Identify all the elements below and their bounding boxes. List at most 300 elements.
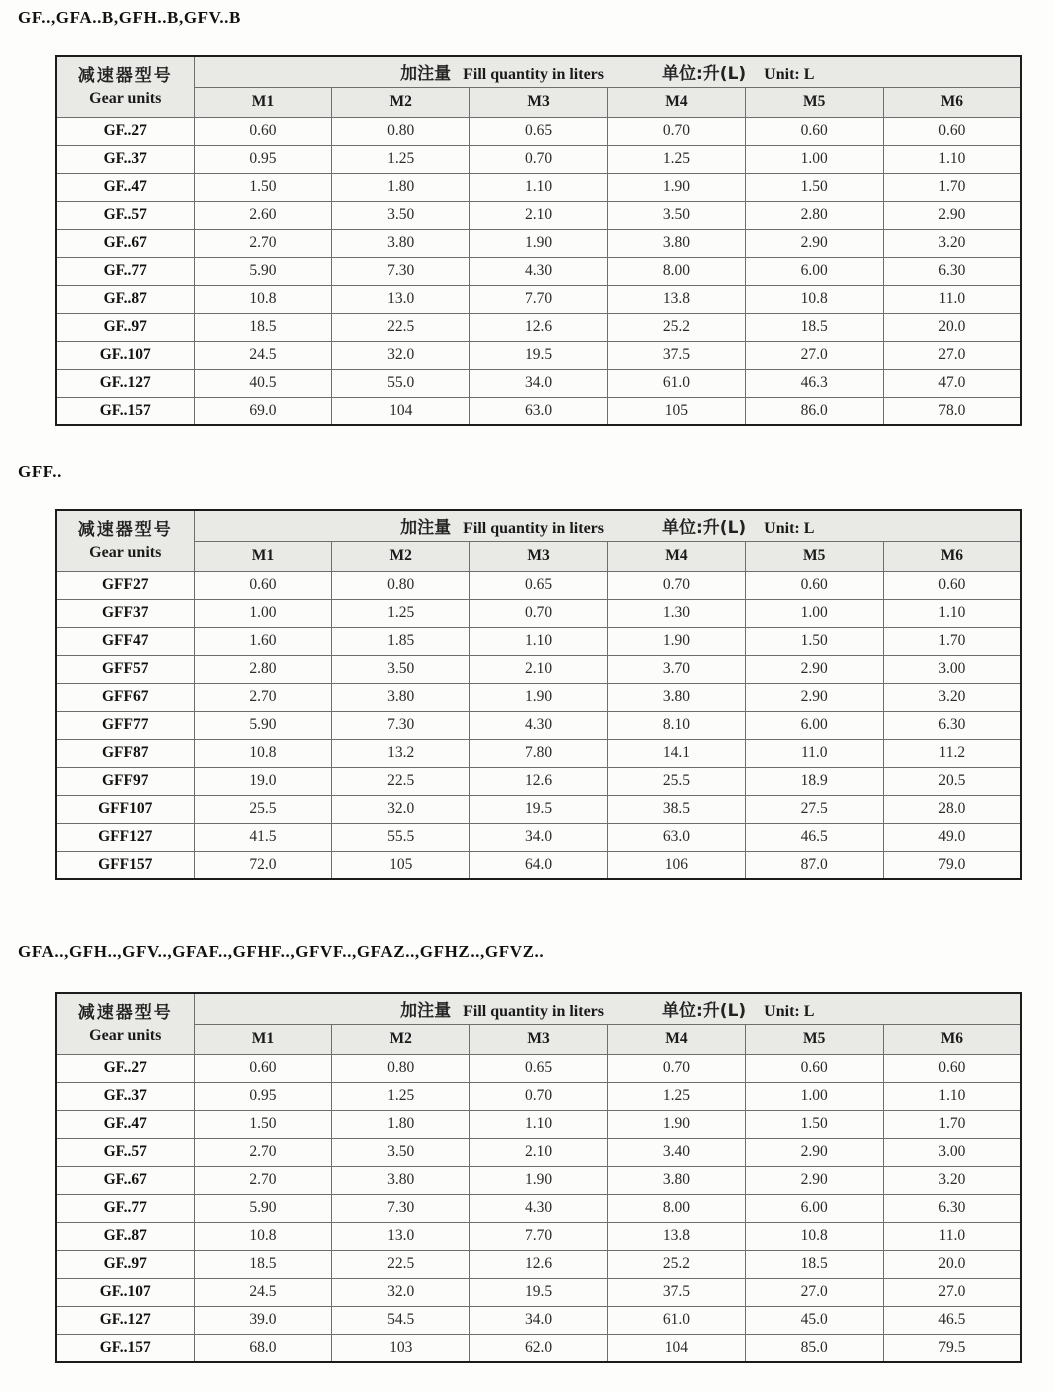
column-header-m6: M6 [883, 1024, 1021, 1054]
table-row [56, 201, 1021, 229]
table-row [56, 1334, 1021, 1362]
fill-value-cell: 13.0 [332, 285, 470, 313]
fill-value-cell: 34.0 [470, 369, 608, 397]
fill-value-cell: 103 [332, 1334, 470, 1362]
fill-value-cell: 13.0 [332, 1222, 470, 1250]
fill-value-cell: 46.3 [745, 369, 883, 397]
fill-value-cell: 79.5 [883, 1334, 1021, 1362]
fill-value-cell: 13.8 [607, 1222, 745, 1250]
sections-container [0, 8, 1054, 1363]
column-header-m4: M4 [607, 541, 745, 571]
column-header-m3: M3 [470, 87, 608, 117]
table-row [56, 397, 1021, 425]
fill-value-cell: 28.0 [883, 795, 1021, 823]
fill-value-cell: 1.10 [470, 173, 608, 201]
fill-value-cell: 27.5 [745, 795, 883, 823]
fill-value-cell: 12.6 [470, 313, 608, 341]
fill-value-cell: 14.1 [607, 739, 745, 767]
fill-value-cell: 11.0 [745, 739, 883, 767]
column-header-m2: M2 [332, 541, 470, 571]
fill-value-cell: 10.8 [194, 1222, 332, 1250]
fill-value-cell: 3.50 [607, 201, 745, 229]
fill-value-cell: 27.0 [883, 341, 1021, 369]
gear-model-cell: GF..107 [56, 341, 194, 369]
fill-value-cell: 39.0 [194, 1306, 332, 1334]
gear-units-header-cell [56, 510, 194, 571]
fill-value-cell: 0.95 [194, 145, 332, 173]
fill-value-cell: 62.0 [470, 1334, 608, 1362]
header-row-top [56, 56, 1021, 87]
fill-value-cell: 3.20 [883, 1166, 1021, 1194]
fill-value-cell: 1.90 [470, 229, 608, 257]
fill-value-cell: 49.0 [883, 823, 1021, 851]
fill-value-cell: 1.10 [470, 1110, 608, 1138]
column-header-m1: M1 [194, 87, 332, 117]
table-row [56, 313, 1021, 341]
fill-value-cell: 2.10 [470, 201, 608, 229]
gear-units-label-cn: 减速器型号 [77, 520, 173, 541]
fill-value-cell: 78.0 [883, 397, 1021, 425]
fill-value-cell: 2.10 [470, 1138, 608, 1166]
fill-value-cell: 1.00 [745, 599, 883, 627]
fill-value-cell: 1.70 [883, 627, 1021, 655]
fill-value-cell: 7.30 [332, 1194, 470, 1222]
column-header-m2: M2 [332, 1024, 470, 1054]
fill-value-cell: 7.30 [332, 711, 470, 739]
table-row [56, 1110, 1021, 1138]
fill-value-cell: 0.60 [194, 571, 332, 599]
fill-value-cell: 0.70 [607, 117, 745, 145]
fill-value-cell: 7.80 [470, 739, 608, 767]
fill-value-cell: 1.70 [883, 173, 1021, 201]
fill-value-cell: 12.6 [470, 1250, 608, 1278]
fill-value-cell: 1.25 [332, 1082, 470, 1110]
fill-quantity-label-cn: 加注量 [400, 518, 452, 539]
fill-value-cell: 2.70 [194, 229, 332, 257]
table-body [56, 117, 1021, 425]
table-head [56, 510, 1021, 571]
fill-value-cell: 55.0 [332, 369, 470, 397]
fill-value-cell: 0.80 [332, 117, 470, 145]
fill-value-cell: 18.5 [745, 313, 883, 341]
fill-value-cell: 1.90 [470, 683, 608, 711]
fill-quantity-label-cn: 加注量 [400, 64, 452, 85]
fill-value-cell: 10.8 [194, 739, 332, 767]
table-row [56, 1278, 1021, 1306]
fill-value-cell: 1.50 [194, 1110, 332, 1138]
header-row-top [56, 510, 1021, 541]
fill-value-cell: 2.10 [470, 655, 608, 683]
fill-value-cell: 18.9 [745, 767, 883, 795]
fill-value-cell: 87.0 [745, 851, 883, 879]
fill-value-cell: 1.50 [194, 173, 332, 201]
fill-value-cell: 25.5 [607, 767, 745, 795]
fill-value-cell: 1.80 [332, 1110, 470, 1138]
table-row [56, 739, 1021, 767]
table-head [56, 993, 1021, 1054]
fill-value-cell: 61.0 [607, 1306, 745, 1334]
fill-value-cell: 3.00 [883, 1138, 1021, 1166]
fill-value-cell: 0.60 [745, 117, 883, 145]
fill-value-cell: 1.00 [745, 145, 883, 173]
fill-quantity-label-cn: 加注量 [400, 1001, 452, 1022]
fill-value-cell: 0.65 [470, 571, 608, 599]
fill-value-cell: 27.0 [745, 341, 883, 369]
fill-value-cell: 1.00 [745, 1082, 883, 1110]
fill-value-cell: 6.30 [883, 1194, 1021, 1222]
fill-value-cell: 0.60 [883, 117, 1021, 145]
fill-value-cell: 24.5 [194, 1278, 332, 1306]
fill-value-cell: 1.50 [745, 1110, 883, 1138]
fill-value-cell: 46.5 [745, 823, 883, 851]
fill-value-cell: 3.50 [332, 655, 470, 683]
fill-value-cell: 22.5 [332, 767, 470, 795]
table-section [0, 8, 1054, 426]
column-header-m6: M6 [883, 87, 1021, 117]
column-header-m4: M4 [607, 87, 745, 117]
gear-model-cell: GF..37 [56, 1082, 194, 1110]
fill-value-cell: 45.0 [745, 1306, 883, 1334]
gear-model-cell: GFF157 [56, 851, 194, 879]
gear-model-cell: GFF37 [56, 599, 194, 627]
fill-value-cell: 61.0 [607, 369, 745, 397]
gear-units-label-cn: 减速器型号 [77, 1003, 173, 1024]
gear-model-cell: GF..127 [56, 1306, 194, 1334]
fill-value-cell: 68.0 [194, 1334, 332, 1362]
fill-value-cell: 105 [607, 397, 745, 425]
gear-model-cell: GF..27 [56, 117, 194, 145]
fill-value-cell: 2.70 [194, 1138, 332, 1166]
table-section [0, 942, 1054, 1363]
fill-value-cell: 1.90 [607, 627, 745, 655]
column-header-m5: M5 [745, 87, 883, 117]
unit-label-en: Unit: L [764, 1003, 815, 1021]
fill-value-cell: 1.10 [883, 599, 1021, 627]
fill-value-cell: 25.2 [607, 313, 745, 341]
gear-model-cell: GF..37 [56, 145, 194, 173]
fill-value-cell: 24.5 [194, 341, 332, 369]
fill-value-cell: 40.5 [194, 369, 332, 397]
gear-model-cell: GFF67 [56, 683, 194, 711]
gear-units-label-en: Gear units [89, 89, 162, 107]
fill-value-cell: 2.90 [745, 1166, 883, 1194]
fill-value-cell: 22.5 [332, 313, 470, 341]
column-header-m4: M4 [607, 1024, 745, 1054]
gear-model-cell: GFF77 [56, 711, 194, 739]
fill-value-cell: 27.0 [745, 1278, 883, 1306]
unit-label-en: Unit: L [764, 66, 815, 84]
gear-model-cell: GF..77 [56, 257, 194, 285]
fill-value-cell: 6.30 [883, 257, 1021, 285]
header-row-mounting-positions [56, 541, 1021, 571]
column-header-m3: M3 [470, 1024, 608, 1054]
column-header-m5: M5 [745, 541, 883, 571]
fill-value-cell: 20.0 [883, 313, 1021, 341]
fill-value-cell: 0.70 [470, 599, 608, 627]
fill-value-cell: 2.70 [194, 683, 332, 711]
fill-value-cell: 3.80 [607, 1166, 745, 1194]
fill-value-cell: 4.30 [470, 257, 608, 285]
gear-model-cell: GFF47 [56, 627, 194, 655]
column-header-m3: M3 [470, 541, 608, 571]
fill-value-cell: 10.8 [194, 285, 332, 313]
fill-value-cell: 20.0 [883, 1250, 1021, 1278]
gear-model-cell: GF..57 [56, 201, 194, 229]
table-row [56, 823, 1021, 851]
column-header-m6: M6 [883, 541, 1021, 571]
unit-label-cn: 单位:升(L) [662, 1001, 747, 1022]
gear-model-cell: GF..47 [56, 1110, 194, 1138]
fill-value-cell: 1.00 [194, 599, 332, 627]
table-row [56, 571, 1021, 599]
fill-value-cell: 1.80 [332, 173, 470, 201]
table-row [56, 1138, 1021, 1166]
gear-model-cell: GF..67 [56, 1166, 194, 1194]
fill-value-cell: 34.0 [470, 823, 608, 851]
fill-quantity-label-en: Fill quantity in liters [463, 520, 604, 538]
table-row [56, 369, 1021, 397]
fill-value-cell: 19.5 [470, 341, 608, 369]
fill-value-cell: 18.5 [194, 1250, 332, 1278]
fill-value-cell: 63.0 [470, 397, 608, 425]
fill-value-cell: 64.0 [470, 851, 608, 879]
fill-value-cell: 2.90 [745, 229, 883, 257]
gear-model-cell: GFF57 [56, 655, 194, 683]
fill-value-cell: 2.80 [194, 655, 332, 683]
fill-value-cell: 6.30 [883, 711, 1021, 739]
fill-value-cell: 105 [332, 851, 470, 879]
fill-value-cell: 32.0 [332, 1278, 470, 1306]
fill-value-cell: 18.5 [194, 313, 332, 341]
fill-value-cell: 27.0 [883, 1278, 1021, 1306]
gear-model-cell: GFF97 [56, 767, 194, 795]
fill-value-cell: 1.25 [607, 145, 745, 173]
fill-value-cell: 8.00 [607, 257, 745, 285]
gear-model-cell: GFF87 [56, 739, 194, 767]
header-row-mounting-positions [56, 1024, 1021, 1054]
fill-value-cell: 46.5 [883, 1306, 1021, 1334]
fill-value-cell: 1.10 [470, 627, 608, 655]
gear-model-cell: GFF27 [56, 571, 194, 599]
unit-label-en: Unit: L [764, 520, 815, 538]
fill-quantity-header-cell [194, 56, 1021, 87]
fill-value-cell: 0.65 [470, 1054, 608, 1082]
fill-value-cell: 6.00 [745, 1194, 883, 1222]
table-row [56, 1222, 1021, 1250]
table-row [56, 341, 1021, 369]
table-row [56, 1166, 1021, 1194]
fill-quantity-label-en: Fill quantity in liters [463, 66, 604, 84]
fill-value-cell: 0.60 [883, 1054, 1021, 1082]
fill-value-cell: 19.0 [194, 767, 332, 795]
gear-model-cell: GF..77 [56, 1194, 194, 1222]
section-heading: GFF.. [18, 462, 62, 481]
fill-value-cell: 37.5 [607, 341, 745, 369]
table-row [56, 285, 1021, 313]
fill-value-cell: 104 [607, 1334, 745, 1362]
fill-value-cell: 3.50 [332, 201, 470, 229]
table-row [56, 599, 1021, 627]
gear-model-cell: GF..57 [56, 1138, 194, 1166]
table-row [56, 795, 1021, 823]
fill-value-cell: 2.90 [745, 1138, 883, 1166]
fill-value-cell: 85.0 [745, 1334, 883, 1362]
fill-value-cell: 13.8 [607, 285, 745, 313]
fill-value-cell: 25.5 [194, 795, 332, 823]
fill-value-cell: 0.60 [194, 117, 332, 145]
fill-value-cell: 5.90 [194, 1194, 332, 1222]
fill-value-cell: 0.80 [332, 571, 470, 599]
column-header-m1: M1 [194, 1024, 332, 1054]
fill-value-cell: 1.60 [194, 627, 332, 655]
fill-value-cell: 47.0 [883, 369, 1021, 397]
fill-value-cell: 32.0 [332, 795, 470, 823]
fill-value-cell: 3.20 [883, 683, 1021, 711]
fill-quantity-table [55, 509, 1022, 880]
fill-value-cell: 1.50 [745, 627, 883, 655]
fill-value-cell: 41.5 [194, 823, 332, 851]
fill-value-cell: 2.60 [194, 201, 332, 229]
table-row [56, 767, 1021, 795]
fill-value-cell: 0.70 [470, 1082, 608, 1110]
fill-value-cell: 3.80 [332, 683, 470, 711]
fill-value-cell: 3.70 [607, 655, 745, 683]
fill-value-cell: 18.5 [745, 1250, 883, 1278]
gear-model-cell: GFF107 [56, 795, 194, 823]
fill-value-cell: 2.90 [745, 655, 883, 683]
fill-value-cell: 1.10 [883, 1082, 1021, 1110]
fill-quantity-label-en: Fill quantity in liters [463, 1003, 604, 1021]
fill-value-cell: 2.90 [745, 683, 883, 711]
fill-value-cell: 86.0 [745, 397, 883, 425]
fill-value-cell: 3.00 [883, 655, 1021, 683]
gear-model-cell: GF..67 [56, 229, 194, 257]
fill-value-cell: 106 [607, 851, 745, 879]
gear-units-label-cn: 减速器型号 [77, 66, 173, 87]
fill-value-cell: 0.95 [194, 1082, 332, 1110]
table-row [56, 229, 1021, 257]
fill-value-cell: 79.0 [883, 851, 1021, 879]
table-head [56, 56, 1021, 117]
fill-value-cell: 7.30 [332, 257, 470, 285]
fill-value-cell: 69.0 [194, 397, 332, 425]
table-row [56, 173, 1021, 201]
table-row [56, 145, 1021, 173]
fill-quantity-header-cell [194, 510, 1021, 541]
fill-value-cell: 4.30 [470, 1194, 608, 1222]
fill-value-cell: 0.60 [194, 1054, 332, 1082]
fill-quantity-header-cell [194, 993, 1021, 1024]
fill-value-cell: 1.25 [332, 599, 470, 627]
fill-value-cell: 2.80 [745, 201, 883, 229]
fill-value-cell: 3.80 [332, 1166, 470, 1194]
fill-value-cell: 11.0 [883, 285, 1021, 313]
column-header-m5: M5 [745, 1024, 883, 1054]
fill-value-cell: 1.90 [607, 173, 745, 201]
fill-value-cell: 0.80 [332, 1054, 470, 1082]
fill-value-cell: 55.5 [332, 823, 470, 851]
table-body [56, 571, 1021, 879]
fill-value-cell: 5.90 [194, 257, 332, 285]
fill-value-cell: 1.25 [332, 145, 470, 173]
table-row [56, 851, 1021, 879]
fill-value-cell: 6.00 [745, 257, 883, 285]
table-row [56, 1082, 1021, 1110]
gear-model-cell: GFF127 [56, 823, 194, 851]
table-row [56, 627, 1021, 655]
table-section [0, 462, 1054, 880]
table-row [56, 117, 1021, 145]
fill-value-cell: 13.2 [332, 739, 470, 767]
header-row-mounting-positions [56, 87, 1021, 117]
fill-value-cell: 1.50 [745, 173, 883, 201]
fill-quantity-table [55, 55, 1022, 426]
fill-value-cell: 6.00 [745, 711, 883, 739]
fill-value-cell: 8.10 [607, 711, 745, 739]
gear-model-cell: GF..107 [56, 1278, 194, 1306]
fill-value-cell: 3.80 [607, 683, 745, 711]
fill-value-cell: 8.00 [607, 1194, 745, 1222]
fill-value-cell: 19.5 [470, 1278, 608, 1306]
fill-value-cell: 7.70 [470, 1222, 608, 1250]
gear-model-cell: GF..27 [56, 1054, 194, 1082]
fill-value-cell: 10.8 [745, 285, 883, 313]
fill-value-cell: 3.80 [332, 229, 470, 257]
gear-model-cell: GF..87 [56, 1222, 194, 1250]
gear-model-cell: GF..157 [56, 1334, 194, 1362]
column-header-m1: M1 [194, 541, 332, 571]
fill-value-cell: 11.2 [883, 739, 1021, 767]
fill-value-cell: 1.90 [470, 1166, 608, 1194]
section-heading: GFA..,GFH..,GFV..,GFAF..,GFHF..,GFVF..,GFAZ..,GFHZ..,GFVZ.. [18, 942, 545, 961]
gear-units-label-en: Gear units [89, 1026, 162, 1044]
fill-value-cell: 37.5 [607, 1278, 745, 1306]
table-row [56, 683, 1021, 711]
fill-value-cell: 38.5 [607, 795, 745, 823]
fill-value-cell: 7.70 [470, 285, 608, 313]
fill-quantity-table [55, 992, 1022, 1363]
fill-value-cell: 3.40 [607, 1138, 745, 1166]
gear-model-cell: GF..97 [56, 1250, 194, 1278]
fill-value-cell: 32.0 [332, 341, 470, 369]
unit-label-cn: 单位:升(L) [662, 64, 747, 85]
fill-value-cell: 1.85 [332, 627, 470, 655]
table-row [56, 1306, 1021, 1334]
gear-model-cell: GF..97 [56, 313, 194, 341]
fill-value-cell: 1.70 [883, 1110, 1021, 1138]
fill-value-cell: 25.2 [607, 1250, 745, 1278]
gear-units-label-en: Gear units [89, 543, 162, 561]
fill-value-cell: 1.25 [607, 1082, 745, 1110]
fill-value-cell: 0.65 [470, 117, 608, 145]
fill-value-cell: 5.90 [194, 711, 332, 739]
column-header-m2: M2 [332, 87, 470, 117]
table-row [56, 711, 1021, 739]
fill-value-cell: 0.70 [607, 1054, 745, 1082]
fill-value-cell: 1.30 [607, 599, 745, 627]
fill-value-cell: 3.50 [332, 1138, 470, 1166]
fill-value-cell: 63.0 [607, 823, 745, 851]
table-body [56, 1054, 1021, 1362]
gear-units-header-cell [56, 56, 194, 117]
fill-value-cell: 34.0 [470, 1306, 608, 1334]
fill-value-cell: 20.5 [883, 767, 1021, 795]
fill-value-cell: 1.90 [607, 1110, 745, 1138]
table-row [56, 257, 1021, 285]
fill-value-cell: 54.5 [332, 1306, 470, 1334]
fill-value-cell: 2.90 [883, 201, 1021, 229]
fill-value-cell: 19.5 [470, 795, 608, 823]
